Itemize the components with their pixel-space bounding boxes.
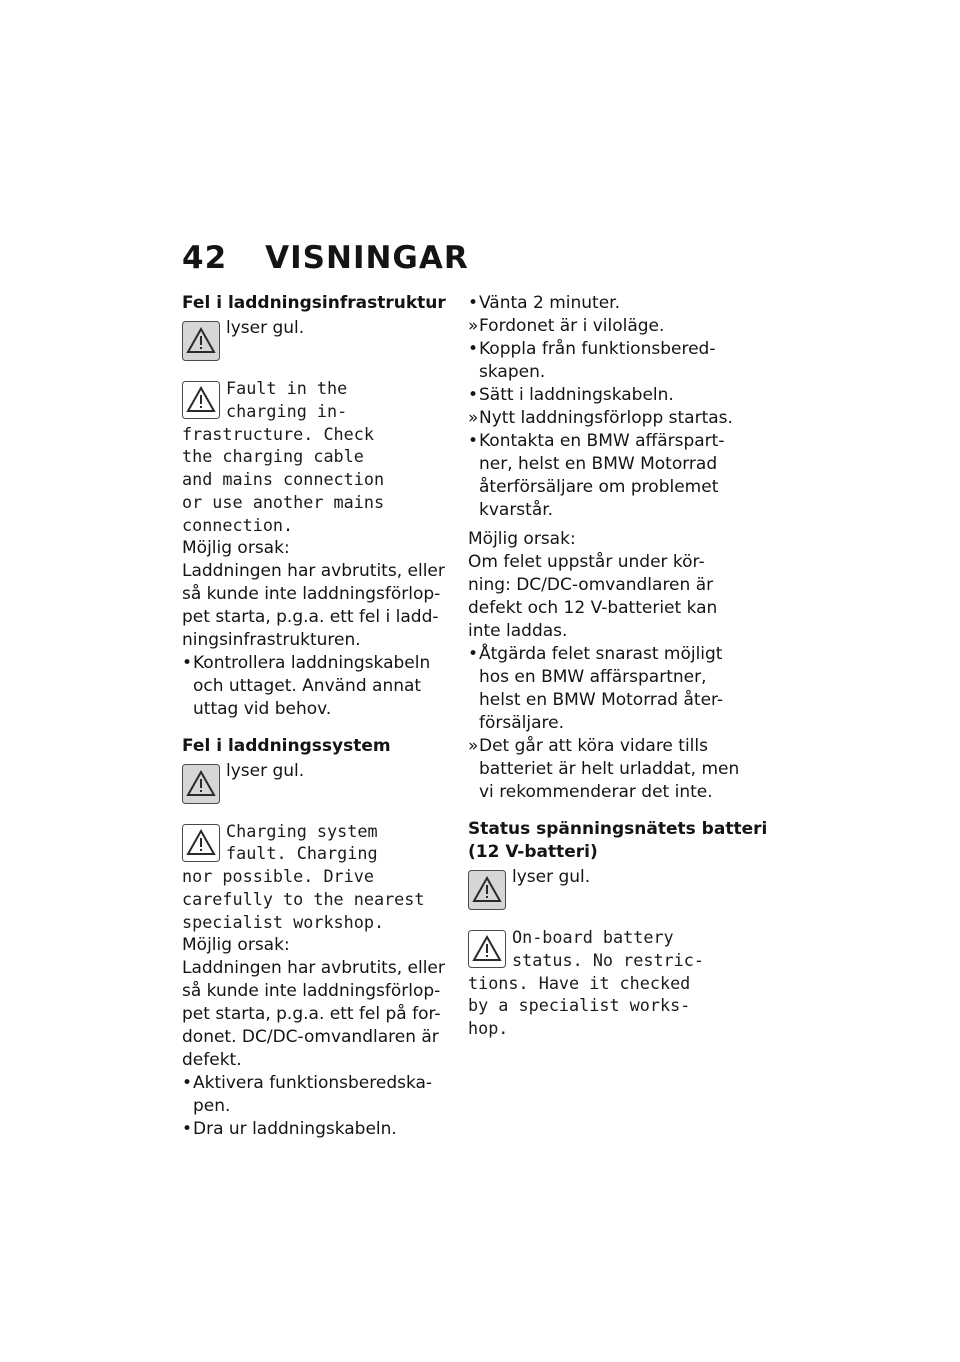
cause-paragraph — [182, 934, 448, 1072]
step-item: • Vänta 2 minuter. — [468, 293, 620, 313]
step-item: • Åtgärda felet snarast möjligt hos en BMW affärspartner, helst en BMW Motorrad åter- försäljare. — [468, 644, 724, 733]
display-message — [182, 377, 448, 537]
lamp-row — [182, 317, 448, 365]
cause-line: pet starta, p.g.a. ett fel på for- — [182, 1003, 441, 1024]
step-item: • Kontakta en BMW affärspart- ner, helst en BMW Motorrad återförsäljare om problemet kvarstår. — [468, 431, 725, 520]
result-marker: » — [468, 316, 479, 336]
cause-label: Möjlig orsak: — [468, 529, 576, 549]
lamp-row — [468, 866, 740, 914]
cause-line: defekt och 12 V-batteriet kan — [468, 598, 718, 618]
result-item: » Nytt laddningsförlopp startas. — [468, 408, 733, 428]
result-item: » Det går att köra vidare tills batteriet är helt urladdat, men vi rekommenderar det inte. — [468, 736, 740, 802]
message-line: nor possible. Drive — [182, 866, 374, 887]
result-marker: » — [468, 736, 479, 756]
cause-line: Om felet uppstår under kör- — [468, 552, 705, 572]
cause-line: Laddningen har avbrutits, eller — [182, 560, 445, 581]
lamp-text: lyser gul. — [512, 867, 591, 887]
message-line: tions. Have it checked — [468, 972, 691, 993]
result-marker: » — [468, 408, 479, 428]
message-line: carefully to the nearest — [182, 888, 425, 909]
message-line: specialist workshop. — [182, 911, 385, 932]
result-item: » Fordonet är i viloläge. — [468, 316, 665, 336]
step-marker: • — [468, 644, 479, 664]
step-marker: • — [468, 293, 479, 313]
bullet-item: • Kontrollera laddningskabeln och uttaget. Använd annat uttag vid behov. — [182, 652, 431, 719]
section-heading-charging-system-fault: Fel i laddningssystem — [182, 735, 391, 756]
lamp-text: lyser gul. — [226, 318, 305, 338]
cause-label: Möjlig orsak: — [182, 934, 290, 955]
message-line: by a specialist works- — [468, 995, 691, 1016]
message-line: On-board battery — [512, 927, 674, 947]
cause-line: så kunde inte laddningsförlop- — [182, 980, 441, 1001]
cause-line: defekt. — [182, 1049, 242, 1070]
section-heading-battery-status: Status spänningsnätets batteri (12 V-batteri) — [468, 819, 768, 862]
warning-lamp-icon — [468, 870, 506, 910]
step-marker: • — [468, 431, 479, 451]
warning-symbol-icon — [182, 824, 220, 862]
display-message — [182, 820, 448, 934]
message-line: and mains connection — [182, 469, 385, 490]
message-line: frastructure. Check — [182, 423, 374, 444]
cause-line: Laddningen har avbrutits, eller — [182, 957, 445, 978]
bullet-marker: • — [182, 1072, 193, 1093]
step-item: • Koppla från funktionsbered- skapen. — [468, 339, 716, 382]
message-line: the charging cable — [182, 446, 364, 467]
cause-line: ning: DC/DC-omvandlaren är — [468, 575, 714, 595]
bullet-item: • Aktivera funktionsberedska- pen. — [182, 1072, 433, 1116]
cause-paragraph — [468, 528, 740, 643]
message-line: Fault in the — [226, 378, 348, 398]
page-number: 42 — [182, 240, 228, 276]
lamp-text: lyser gul. — [226, 760, 305, 781]
cause-line: inte laddas. — [468, 621, 568, 641]
message-line: fault. Charging — [226, 843, 378, 864]
message-line: connection. — [182, 514, 294, 535]
warning-symbol-icon — [468, 930, 506, 968]
section-title: VISNINGAR — [265, 240, 469, 276]
message-line: Charging system — [226, 820, 378, 841]
warning-lamp-icon — [182, 321, 220, 361]
cause-label: Möjlig orsak: — [182, 537, 290, 558]
step-marker: • — [468, 339, 479, 359]
right-column — [468, 292, 768, 1040]
step-marker: • — [468, 385, 479, 405]
cause-paragraph — [182, 537, 448, 652]
cause-line: så kunde inte laddningsförlop- — [182, 583, 441, 604]
display-message — [468, 926, 740, 1040]
bullet-item: • Dra ur laddningskabeln. — [182, 1118, 397, 1139]
bullet-marker: • — [182, 652, 193, 673]
left-column — [182, 292, 448, 1141]
message-line: charging in- — [226, 400, 348, 421]
page-header — [182, 240, 469, 276]
cause-line: pet starta, p.g.a. ett fel i ladd- — [182, 606, 439, 627]
message-line: hop. — [468, 1018, 509, 1039]
warning-symbol-icon — [182, 381, 220, 419]
cause-line: donet. DC/DC-omvandlaren är — [182, 1026, 439, 1047]
lamp-row — [182, 760, 448, 808]
step-item: • Sätt i laddningskabeln. — [468, 385, 674, 405]
warning-lamp-icon — [182, 764, 220, 804]
section-heading-infrastructure-fault: Fel i laddningsinfrastruktur — [182, 293, 446, 313]
message-line: or use another mains — [182, 491, 385, 512]
bullet-marker: • — [182, 1118, 193, 1139]
message-line: status. No restric- — [512, 949, 704, 970]
cause-line: ningsinfrastrukturen. — [182, 629, 361, 650]
